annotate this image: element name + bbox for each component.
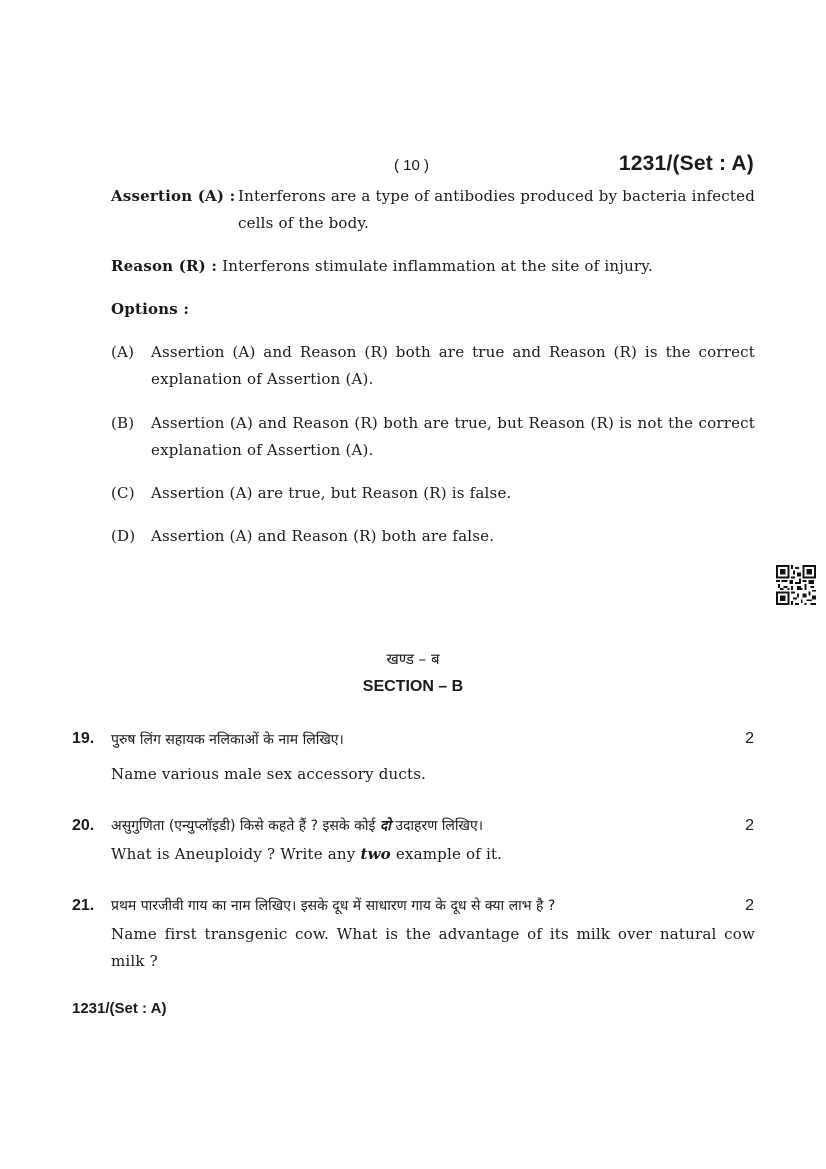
option-d-letter: (D) [111, 527, 136, 545]
options-label: Options : [111, 300, 190, 318]
option-a-letter: (A) [111, 343, 135, 361]
question-19-marks: 2 [745, 730, 754, 747]
question-20-hindi-part-end: उदाहरण लिखिए। [390, 818, 484, 834]
question-20-marks: 2 [745, 817, 754, 834]
question-20-hindi-emphasis: दो [379, 818, 391, 834]
qr-code-image [776, 565, 816, 605]
section-title: SECTION – B [362, 678, 464, 695]
question-19-hindi: पुरुष लिंग सहायक नलिकाओं के नाम लिखिए। [111, 732, 344, 748]
set-code-footer: 1231/(Set : A) [72, 1000, 167, 1017]
question-21-marks: 2 [745, 897, 754, 914]
option-a-text: Assertion (A) and Reason (R) both are true and Reason (R) is the correct explanation of Assertion (A). [151, 343, 755, 388]
section-hindi-heading: खण्ड – ब [386, 650, 440, 668]
question-20-english [111, 841, 755, 868]
question-21-number: 21. [72, 897, 95, 914]
assertion-text: Interferons are a type of antibodies produced by bacteria infected cells of the body. [238, 187, 755, 232]
question-20-number: 20. [72, 817, 95, 834]
option-d-text: Assertion (A) and Reason (R) both are false. [151, 527, 495, 545]
reason-text: Interferons stimulate inflammation at the site of injury. [222, 257, 653, 275]
option-b-letter: (B) [111, 414, 135, 432]
reason-line [111, 253, 761, 280]
question-20-english-emphasis: two [360, 845, 391, 863]
question-20-english-part-end: example of it. [390, 845, 503, 863]
question-21-english: Name first transgenic cow. What is the advantage of its milk over natural cow milk ? [111, 925, 755, 970]
page-number: ( 10 ) [394, 157, 430, 174]
option-b-text: Assertion (A) and Reason (R) both are true, but Reason (R) is not the correct explanation of Assertion (A). [151, 414, 755, 459]
option-c-text: Assertion (A) are true, but Reason (R) is false. [151, 484, 512, 502]
question-19-english: Name various male sex accessory ducts. [111, 765, 427, 783]
question-20-hindi-part: असुगुणिता (एन्युप्लॉइडी) किसे कहते हैं ? इसके कोई [111, 818, 380, 834]
question-20-hindi [111, 816, 483, 835]
assertion-label: Assertion (A) : [111, 187, 236, 205]
question-19-number: 19. [72, 730, 95, 747]
option-c-letter: (C) [111, 484, 135, 502]
question-21-hindi: प्रथम पारजीवी गाय का नाम लिखिए। इसके दूध में साधारण गाय के दूध से क्या लाभ है ? [111, 898, 556, 914]
reason-label: Reason (R) : [111, 257, 218, 275]
question-20-english-part: What is Aneuploidy ? Write any [111, 845, 361, 863]
set-code-header: 1231/(Set : A) [618, 152, 754, 175]
